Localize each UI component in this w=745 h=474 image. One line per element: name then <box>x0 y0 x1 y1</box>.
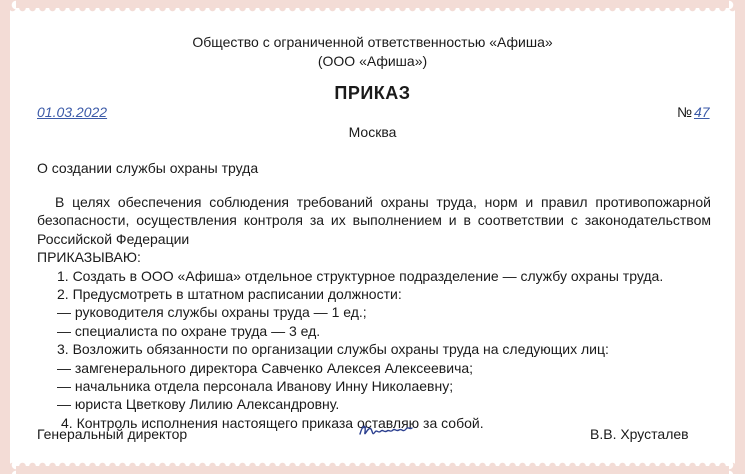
order-item-3-sub-3: — юриста Цветкову Лилию Александровну. <box>57 396 340 413</box>
order-city: Москва <box>348 124 397 140</box>
torn-edge-left <box>6 0 16 474</box>
order-date: 01.03.2022 <box>37 104 108 120</box>
signature-icon <box>358 420 414 442</box>
order-item-1: 1. Создать в ООО «Афиша» отдельное структурное подразделение — службу охраны труда. <box>57 267 664 284</box>
order-subject: О создании службы охраны труда <box>37 160 259 176</box>
order-item-3-sub-2: — начальника отдела персонала Иванову Инну Николаевну; <box>57 378 454 395</box>
torn-edge-right <box>729 0 739 474</box>
order-number-label: № <box>677 104 693 120</box>
order-word: ПРИКАЗЫВАЮ: <box>37 249 141 266</box>
org-full-name: Общество с ограниченной ответственностью «Афиша» <box>192 34 553 50</box>
order-item-3-sub-1: — замгенерального директора Савченко Алексея Алексеевича; <box>57 359 474 376</box>
intro-paragraph: В целях обеспечения соблюдения требований охраны труда, норм и правил противопожарной безопасности, осуществления контроля за их выполнением и в соответствии с законодательством Российской Федерации <box>37 194 711 247</box>
signer-name: В.В. Хрусталев <box>590 426 689 442</box>
signer-title: Генеральный директор <box>37 426 188 442</box>
org-short-name: (ООО «Афиша») <box>317 53 428 69</box>
order-item-4: 4. Контроль исполнения настоящего приказа оставляю за собой. <box>61 414 484 431</box>
order-body <box>37 193 711 432</box>
order-number-value: 47 <box>694 104 710 120</box>
order-item-2-sub-1: — руководителя службы охраны труда — 1 ед.; <box>57 304 367 321</box>
document-title: ПРИКАЗ <box>334 83 411 103</box>
order-item-2-sub-2: — специалиста по охране труда — 3 ед. <box>57 322 321 339</box>
order-item-2: 2. Предусмотреть в штатном расписании должности: <box>57 286 402 303</box>
order-item-3: 3. Возложить обязанности по организации службы охраны труда на следующих лиц: <box>57 341 609 358</box>
